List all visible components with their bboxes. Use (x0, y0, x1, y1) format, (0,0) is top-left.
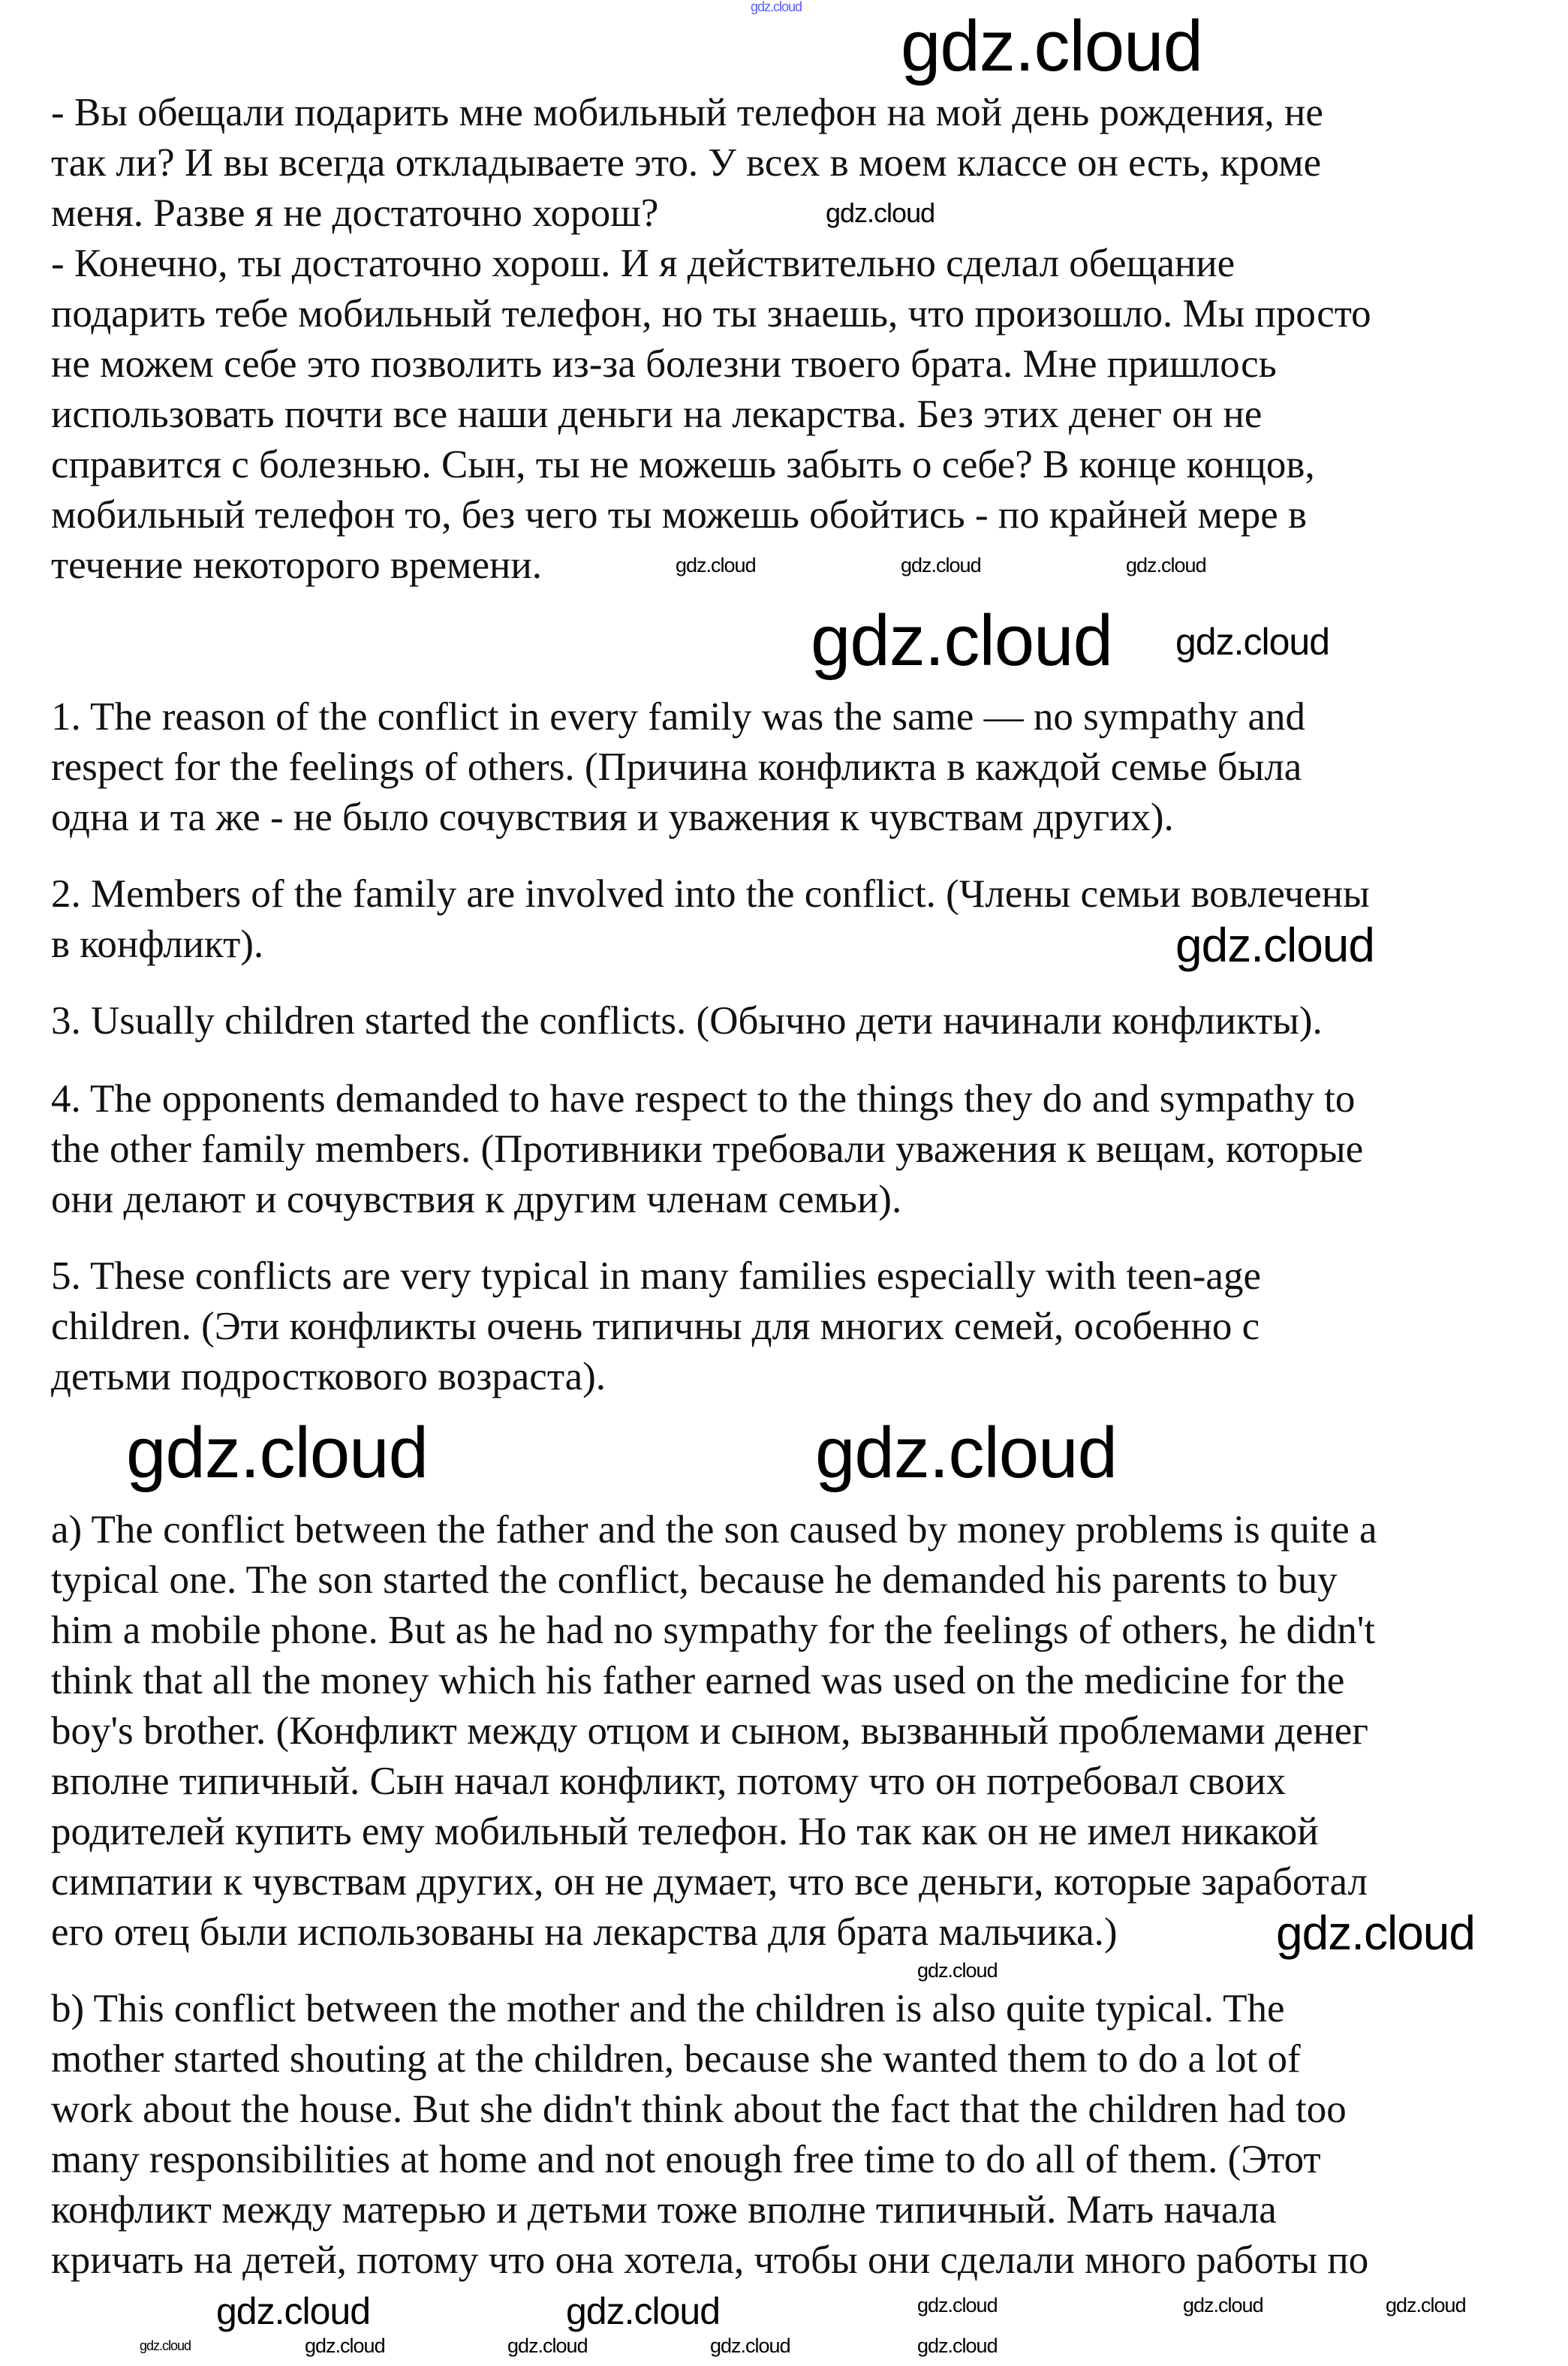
watermark: gdz.cloud (126, 1413, 428, 1493)
text-line: кричать на детей, потому что она хотела, чтобы они сделали много работы по (51, 2238, 1369, 2282)
watermark: gdz.cloud (140, 2338, 191, 2353)
watermark: gdz.cloud (1386, 2294, 1466, 2316)
watermark: gdz.cloud (1183, 2294, 1263, 2316)
watermark: gdz.cloud (917, 2334, 998, 2357)
text-line: вполне типичный. Сын начал конфликт, потому что он потребовал своих (51, 1759, 1287, 1803)
text-line: boy's brother. (Конфликт между отцом и сыном, вызванный проблемами денег (51, 1709, 1369, 1753)
text-line: many responsibilities at home and not enough free time to do all of them. (Этот (51, 2138, 1321, 2181)
text-line: симпатии к чувствам других, он не думает, что все деньги, которые заработал (51, 1860, 1368, 1904)
text-line: 1. The reason of the conflict in every family was the same — no sympathy and (51, 695, 1306, 739)
text-line: справится с болезнью. Сын, ты не можешь забыть о себе? В конце концов, (51, 443, 1315, 486)
watermark: gdz.cloud (751, 0, 802, 14)
watermark: gdz.cloud (826, 197, 935, 228)
text-line: подарить тебе мобильный телефон, но ты знаешь, что произошло. Мы просто (51, 292, 1371, 336)
paragraph-dialogue (51, 88, 1545, 591)
text-line: 2. Members of the family are involved into the conflict. (Члены семьи вовлечены (51, 872, 1370, 916)
watermark: gdz.cloud (305, 2334, 385, 2357)
text-line: him a mobile phone. But as he had no sympathy for the feelings of others, he didn't (51, 1609, 1376, 1652)
text-line: respect for the feelings of others. (Причина конфликта в каждой семье была (51, 745, 1302, 789)
text-line: они делают и сочувствия к другим членам семьи). (51, 1178, 902, 1221)
watermark: gdz.cloud (507, 2334, 588, 2357)
paragraph-answer-1 (51, 692, 1545, 843)
text-line: 5. These conflicts are very typical in many families especially with teen-age (51, 1254, 1261, 1298)
text-line: так ли? И вы всегда откладываете это. У всех в моем классе он есть, кроме (51, 141, 1322, 185)
text-line: 3. Usually children started the conflicts. (Обычно дети начинали конфликты). (51, 999, 1323, 1043)
text-line: одна и та же - не было сочувствия и уважения к чувствам других). (51, 796, 1174, 839)
text-line: typical one. The son started the conflict, because he demanded his parents to buy (51, 1558, 1338, 1602)
text-line: течение некоторого времени. (51, 543, 543, 587)
watermark: gdz.cloud (710, 2334, 790, 2357)
paragraph-spacer (51, 1046, 1545, 1074)
watermark: gdz.cloud (917, 2294, 998, 2316)
text-line: меня. Разве я не достаточно хорош? (51, 191, 659, 235)
watermark: gdz.cloud (1126, 554, 1206, 576)
watermark: gdz.cloud (815, 1413, 1117, 1493)
text-line: a) The conflict between the father and the son caused by money problems is quite a (51, 1508, 1377, 1552)
text-line: - Вы обещали подарить мне мобильный телефон на мой день рождения, не (51, 91, 1323, 134)
text-line: не можем себе это позволить из-за болезни твоего брата. Мне пришлось (51, 342, 1277, 386)
paragraph-spacer (51, 843, 1545, 869)
text-line: b) This conflict between the mother and the children is also quite typical. The (51, 1987, 1285, 2030)
watermark: gdz.cloud (917, 1959, 998, 1982)
watermark: gdz.cloud (216, 2290, 371, 2332)
paragraph-spacer (51, 1225, 1545, 1251)
watermark: gdz.cloud (1276, 1906, 1475, 1960)
text-line: work about the house. But she didn't think about the fact that the children had too (51, 2088, 1347, 2131)
text-line: 4. The opponents demanded to have respect to the things they do and sympathy to (51, 1077, 1356, 1121)
paragraph-answer-b (51, 1984, 1545, 2286)
paragraph-answer-a (51, 1505, 1545, 1958)
text-line: детьми подросткового возраста). (51, 1355, 606, 1398)
watermark: gdz.cloud (566, 2290, 721, 2332)
watermark: gdz.cloud (901, 6, 1202, 86)
watermark: gdz.cloud (901, 554, 981, 576)
text-line: children. (Эти конфликты очень типичны для многих семей, особенно с (51, 1305, 1260, 1348)
text-line: в конфликт). (51, 923, 264, 966)
watermark: gdz.cloud (1175, 918, 1374, 972)
paragraph-spacer (51, 970, 1545, 996)
paragraph-answer-4 (51, 1074, 1545, 1225)
text-line: конфликт между матерью и детьми тоже вполне типичный. Мать начала (51, 2188, 1277, 2232)
text-line: mother started shouting at the children, because she wanted them to do a lot of (51, 2037, 1301, 2081)
paragraph-answer-3 (51, 996, 1545, 1046)
text-line: think that all the money which his father earned was used on the medicine for the (51, 1659, 1345, 1702)
watermark: gdz.cloud (1175, 621, 1330, 663)
text-line: the other family members. (Противники требовали уважения к вещам, которые (51, 1127, 1364, 1171)
watermark: gdz.cloud (811, 601, 1112, 681)
text-line: - Конечно, ты достаточно хорош. И я действительно сделал обещание (51, 242, 1235, 285)
text-line: его отец были использованы на лекарства для брата мальчика.) (51, 1910, 1118, 1954)
paragraph-answer-5 (51, 1251, 1545, 1402)
text-line: мобильный телефон то, без чего ты можешь обойтись - по крайней мере в (51, 493, 1307, 537)
text-line: использовать почти все наши деньги на лекарства. Без этих денег он не (51, 393, 1263, 436)
paragraph-spacer (51, 1958, 1545, 1984)
watermark: gdz.cloud (676, 554, 756, 576)
text-line: родителей купить ему мобильный телефон. Но так как он не имел никакой (51, 1810, 1319, 1853)
